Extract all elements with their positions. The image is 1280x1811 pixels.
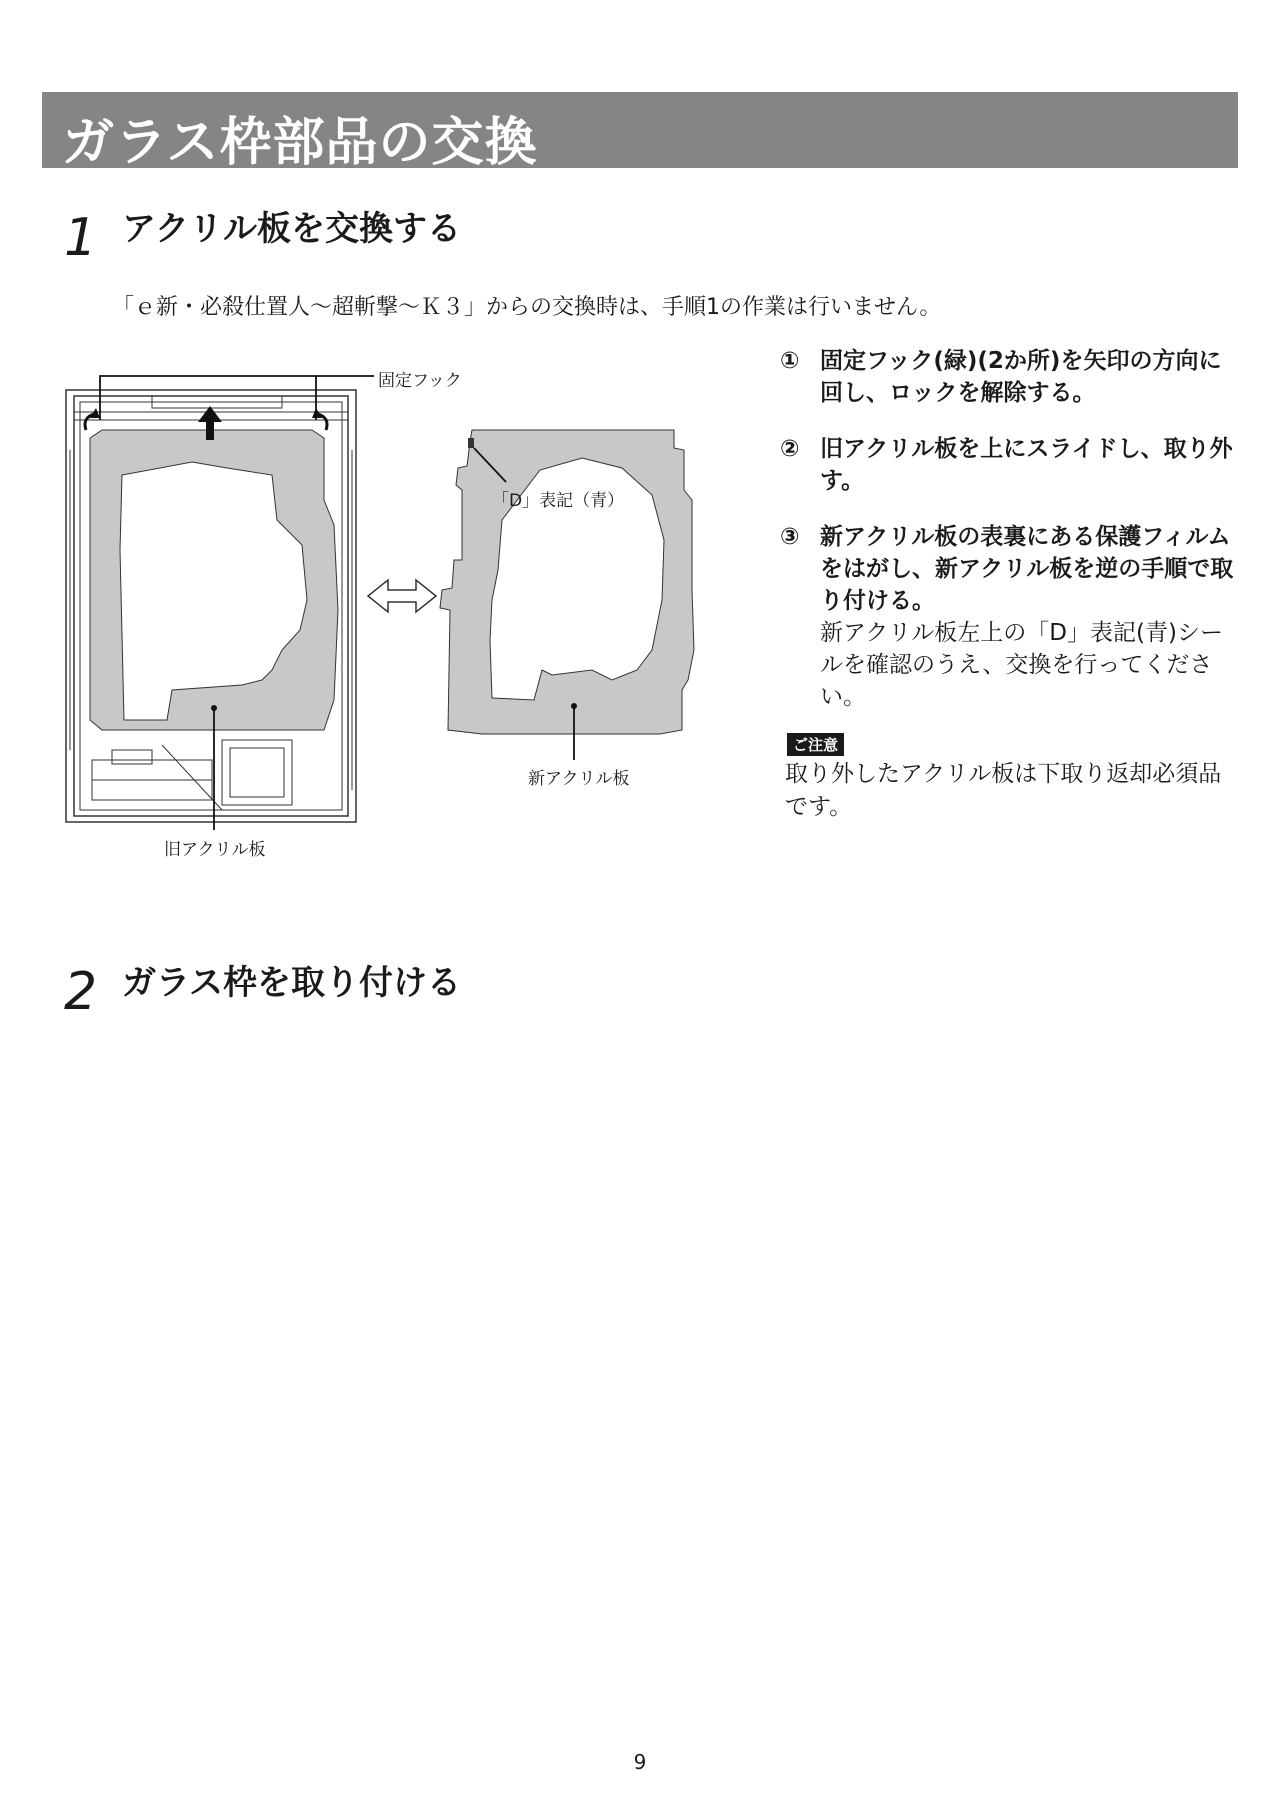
hook-arrowhead-right: [312, 408, 322, 418]
swap-double-arrow: [368, 580, 436, 612]
instruction-item: [780, 521, 1240, 713]
acrylic-plate-diagram: [62, 350, 762, 870]
d-mark-sticker: [468, 438, 474, 448]
instruction-number: ③: [780, 524, 800, 550]
d-mark-label: 「D」表記（青）: [492, 491, 625, 511]
diagram-drawing: [62, 350, 762, 870]
instruction-number: ①: [780, 348, 800, 374]
page-number: 9: [633, 1750, 647, 1774]
step-1-note: 「ｅ新・必殺仕置人～超斬撃～Ｋ３」からの交換時は、手順1の作業は行いません。: [112, 295, 942, 320]
new-acrylic-plate: [440, 430, 694, 734]
section-title: ガラス枠部品の交換: [62, 113, 538, 173]
step-2-number: 2: [64, 962, 98, 1022]
hook-label: 固定フック: [378, 371, 462, 391]
old-plate-label: 旧アクリル板: [164, 840, 266, 860]
step-1-number: 1: [64, 208, 98, 268]
instruction-subtext: 新アクリル板左上の「D」表記(青)シールを確認のうえ、交換を行ってください。: [820, 620, 1223, 710]
step-2-title: ガラス枠を取り付ける: [122, 963, 461, 1003]
instruction-text: 新アクリル板の表裏にある保護フィルムをはがし、新アクリル板を逆の手順で取り付ける。: [820, 524, 1234, 614]
caution-badge: ご注意: [787, 733, 844, 756]
hook-arrowhead-left: [90, 408, 100, 418]
step-1-title: アクリル板を交換する: [122, 209, 461, 249]
caution-text: 取り外したアクリル板は下取り返却必須品です。: [785, 761, 1222, 820]
instruction-item: [780, 345, 1240, 409]
instruction-number: ②: [780, 436, 800, 462]
slide-up-arrow-shaft: [206, 420, 214, 440]
instruction-item: [780, 433, 1240, 497]
old-plate-leader-dot: [211, 705, 217, 711]
instruction-text: 旧アクリル板を上にスライドし、取り外す。: [820, 436, 1233, 494]
new-plate-leader-dot: [571, 703, 577, 709]
new-plate-label: 新アクリル板: [528, 769, 630, 789]
instruction-list: [780, 345, 1240, 737]
section-header: [42, 92, 1238, 173]
old-acrylic-plate: [90, 430, 338, 730]
instruction-text: 固定フック(緑)(2か所)を矢印の方向に回し、ロックを解除する。: [820, 348, 1222, 406]
